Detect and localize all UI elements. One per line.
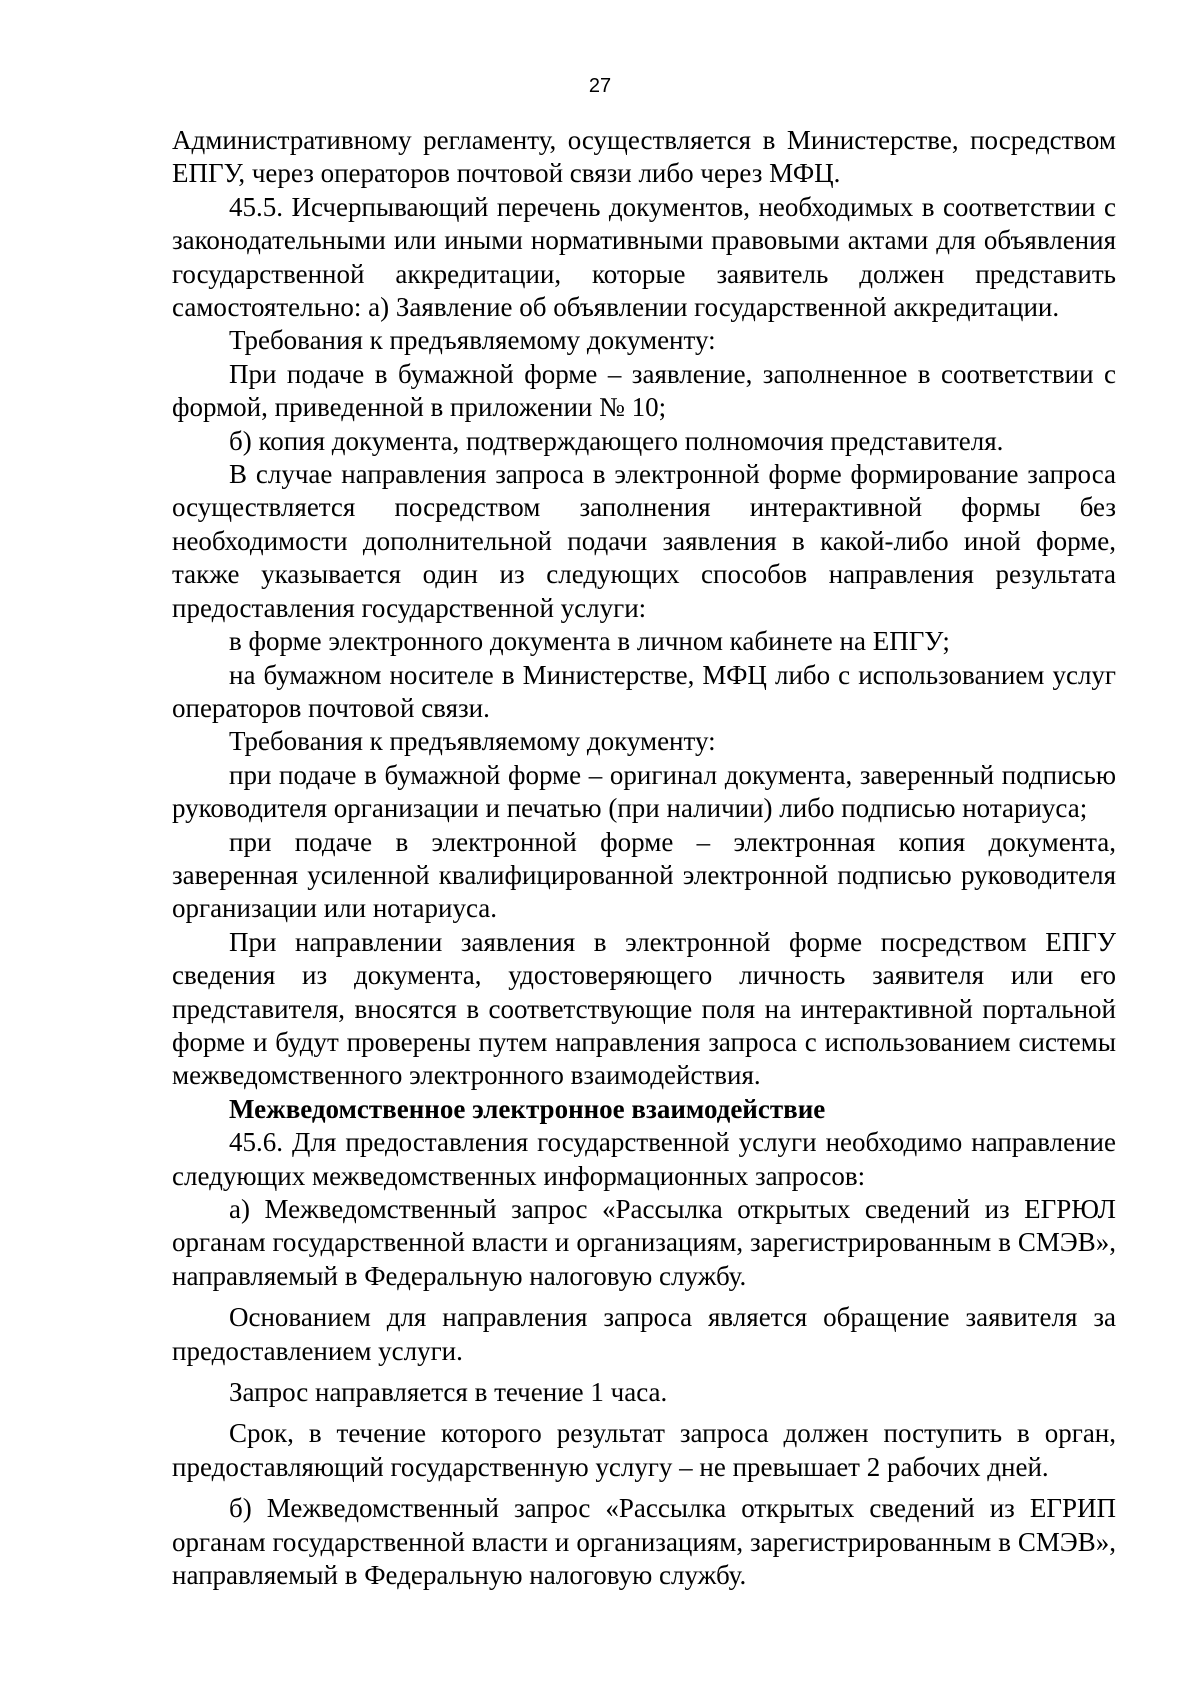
paragraph-requirements-heading: Требования к предъявляемому документу: (229, 325, 716, 356)
paragraph-paper-form: При подаче в бумажной форме – заявление, заполненное в соответствии с формой, приведенной в приложении № 10; (172, 358, 1116, 423)
paragraph-paper-original: при подаче в бумажной форме – оригинал документа, заверенный подписью руководителя организации и печатью (при наличии) либо подписью нотариуса; (172, 759, 1116, 824)
page-number: 27 (588, 75, 612, 97)
paragraph-45-5: 45.5. Исчерпывающий перечень документов, необходимых в соответствии с законодательными или иными нормативными правовыми актами для объявления государственной аккредитации, которые заявитель должен представить самостоятельно: а) Заявление об объявлении государственной аккредитации. (172, 191, 1116, 323)
document-body (172, 124, 1116, 1592)
paragraph-paper-carrier: на бумажном носителе в Министерстве, МФЦ либо с использованием услуг операторов почтовой связи. (172, 659, 1116, 723)
paragraph-epgu-cabinet: в форме электронного документа в личном кабинете на ЕПГУ; (229, 626, 950, 657)
paragraph-response-deadline: Срок, в течение которого результат запроса должен поступить в орган, предоставляющий государственную услугу – не превышает 2 рабочих дней. (172, 1418, 1116, 1482)
paragraph-requirements-heading-2: Требования к предъявляемому документу: (229, 726, 716, 757)
paragraph-representative-copy: б) копия документа, подтверждающего полномочия представителя. (229, 425, 1004, 456)
paragraph-electronic-request: В случае направления запроса в электронной форме формирование запроса осуществляется посредством заполнения интерактивной формы без необходимости дополнительной подачи заявления в какой-либо иной форме, также указывается один из следующих способов направления результата предоставления государственной услуги: (172, 459, 1116, 623)
paragraph-45-6: 45.6. Для предоставления государственной услуги необходимо направление следующих межведомственных информационных запросов: (172, 1127, 1116, 1191)
paragraph-request-basis: Основанием для направления запроса является обращение заявителя за предоставлением услуги. (172, 1302, 1116, 1366)
paragraph-request-time: Запрос направляется в течение 1 часа. (229, 1377, 668, 1408)
section-heading-interagency: Межведомственное электронное взаимодействие (229, 1093, 826, 1124)
paragraph-request-egrul: а) Межведомственный запрос «Рассылка открытых сведений из ЕГРЮЛ органам государственной власти и организациям, зарегистрированным в СМЭВ», направляемый в Федеральную налоговую службу. (172, 1194, 1116, 1291)
paragraph-continuation: Административному регламенту, осуществляется в Министерстве, посредством ЕПГУ, через операторов почтовой связи либо через МФЦ. (172, 125, 1116, 189)
paragraph-identity-data: При направлении заявления в электронной форме посредством ЕПГУ сведения из документа, удостоверяющего личность заявителя или его представителя, вносятся в соответствующие поля на интерактивной портальной форме и будут проверены путем направления запроса с использованием системы межведомственного электронного взаимодействия. (172, 926, 1116, 1091)
paragraph-electronic-copy: при подаче в электронной форме – электронная копия документа, заверенная усиленной квалифицированной электронной подписью руководителя организации или нотариуса. (172, 826, 1116, 924)
paragraph-request-egrip: б) Межведомственный запрос «Рассылка открытых сведений из ЕГРИП органам государственной власти и организациям, зарегистрированным в СМЭВ», направляемый в Федеральную налоговую службу. (172, 1493, 1116, 1591)
